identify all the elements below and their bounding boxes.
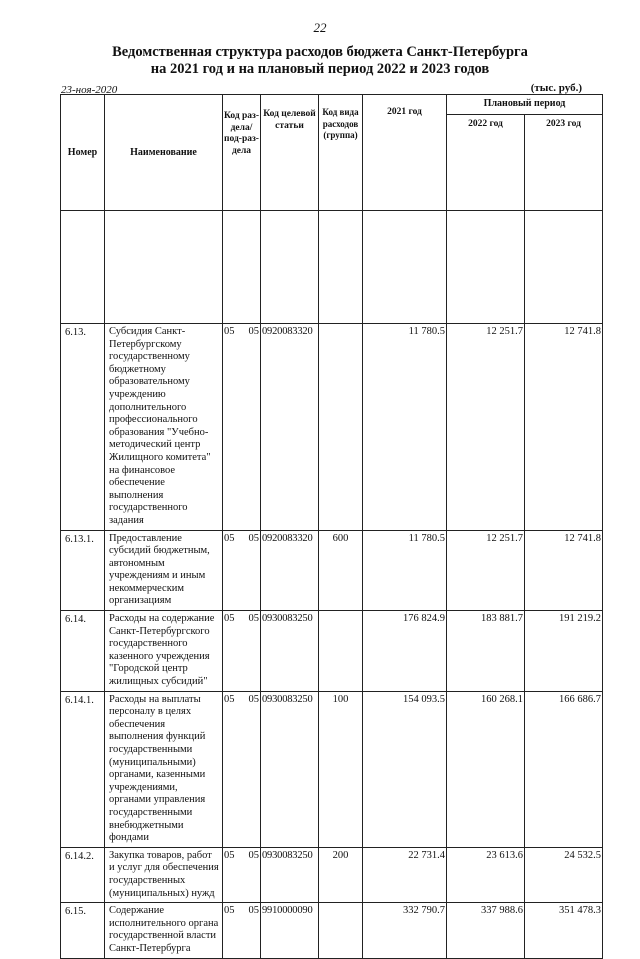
page-number: 22 [313,20,327,35]
razdel-code: 05 [224,532,235,544]
row-target-code: 0930083250 [261,611,319,692]
row-expense-type: 600 [319,530,363,611]
row-name: Закупка товаров, работ и услуг для обеспечения государственных (муниципальных) нужд [105,847,223,902]
row-amount-2021: 11 780.5 [363,530,447,611]
row-amount-2023: 166 686.7 [525,691,603,847]
podrazdel-code: 05 [248,326,259,337]
row-section-code [223,847,261,902]
row-amount-2023: 191 219.2 [525,611,603,692]
table-row [61,691,603,847]
title-line-1: Ведомственная структура расходов бюджета Санкт-Петербурга [112,44,528,60]
row-target-code: 0920083320 [261,530,319,611]
header-expense-type-code: Код вида расходов (группа) [319,95,363,211]
document-title [0,44,640,78]
razdel-code: 05 [224,693,235,705]
row-section-code [223,691,261,847]
row-number: 6.15. [61,903,105,958]
razdel-code: 05 [224,905,235,917]
row-amount-2023: 12 741.8 [525,530,603,611]
table-row [61,324,603,531]
row-number: 6.13. [61,324,105,531]
row-target-code: 0930083250 [261,691,319,847]
row-name: Субсидия Санкт-Петербургскому государственному бюджетному образовательному учреждению дополнительного профессионального образования "Учебно-методический центр Жилищного комитета" на финансовое обеспечение выполнения государственного задания [105,324,223,531]
row-section-code [223,611,261,692]
row-expense-type: 200 [319,847,363,902]
row-amount-2022: 23 613.6 [447,847,525,902]
row-section-code [223,324,261,531]
podrazdel-code: 05 [248,613,259,625]
razdel-code: 05 [224,326,235,337]
row-amount-2023: 351 478.3 [525,903,603,958]
row-amount-2021: 154 093.5 [363,691,447,847]
row-amount-2021: 176 824.9 [363,611,447,692]
podrazdel-code: 05 [248,532,259,544]
header-2022: 2022 год [447,115,525,211]
header-number: Номер [61,95,105,211]
row-amount-2022: 12 251.7 [447,530,525,611]
razdel-code: 05 [224,613,235,625]
row-amount-2021: 332 790.7 [363,903,447,958]
row-expense-type [319,903,363,958]
table-row [61,611,603,692]
spacer-row [61,211,603,324]
header-2023: 2023 год [525,115,603,211]
row-amount-2022: 12 251.7 [447,324,525,531]
header-name: Наименование [105,95,223,211]
row-number: 6.14. [61,611,105,692]
header-2021: 2021 год [363,95,447,211]
table-row [61,847,603,902]
row-section-code [223,530,261,611]
header-target-code: Код целевой статьи [261,95,319,211]
table-row [61,903,603,958]
row-number: 6.14.1. [61,691,105,847]
row-amount-2022: 183 881.7 [447,611,525,692]
row-section-code [223,903,261,958]
table-row [61,530,603,611]
document-date: 23-ноя-2020 [61,84,118,96]
row-name: Расходы на содержание Санкт-Петербургского государственного казенного учреждения "Городской центр жилищных субсидий" [105,611,223,692]
row-target-code: 9910000090 [261,903,319,958]
row-amount-2022: 160 268.1 [447,691,525,847]
row-expense-type: 100 [319,691,363,847]
units-label: (тыс. руб.) [530,82,582,94]
row-amount-2023: 12 741.8 [525,324,603,531]
title-line-2: на 2021 год и на плановый период 2022 и 2023 годов [150,61,490,77]
header-section-code: Код раз-дела/ под-раз-дела [223,95,261,211]
row-target-code: 0930083250 [261,847,319,902]
row-number: 6.14.2. [61,847,105,902]
podrazdel-code: 05 [248,849,259,861]
row-number: 6.13.1. [61,530,105,611]
row-amount-2021: 11 780.5 [363,324,447,531]
podrazdel-code: 05 [248,905,259,917]
podrazdel-code: 05 [248,693,259,705]
budget-table [60,94,603,959]
row-amount-2022: 337 988.6 [447,903,525,958]
row-name: Предоставление субсидий бюджетным, автономным учреждениям и иным некоммерческим организациям [105,530,223,611]
row-name: Расходы на выплаты персоналу в целях обеспечения выполнения функций государственными (муниципальными) органами, казенными учреждениями, органами управления государственными внебюджетными фондами [105,691,223,847]
table-body [61,211,603,959]
row-expense-type [319,324,363,531]
row-amount-2021: 22 731.4 [363,847,447,902]
row-target-code: 0920083320 [261,324,319,531]
header-planned-period: Плановый период [447,95,603,115]
row-amount-2023: 24 532.5 [525,847,603,902]
row-name: Содержание исполнительного органа государственной власти Санкт-Петербурга [105,903,223,958]
razdel-code: 05 [224,849,235,861]
row-expense-type [319,611,363,692]
